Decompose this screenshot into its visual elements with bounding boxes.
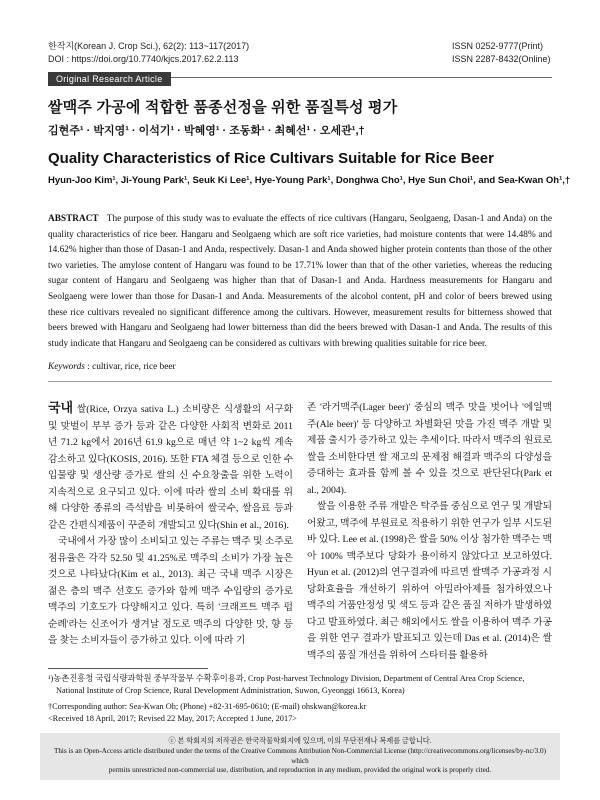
- left-paragraph-1-text: 쌀(Rice, Orzya sativa L.) 소비량은 식생활의 서구화 및 맞벌이 부부 증가 등과 같은 다양한 사회적 변화로 2011년 71.2 kg에서 2016년 61.9 kg으로 매년 약 1~2 kg씩 계속 감소하고 있다(KOSIS, 2016). 또한 FTA 체결 등으로 인한 수입물량 및 생산량 증가로 쌀의 신 수요창출을 위한 노력이 지속적으로 요구되고 있다. 이에 따라 쌀의 소비 확대를 위해 다양한 종류의 즉석밥을 비롯하여 쌀국수, 쌀음료 등과 같은 간편식제품이 꾸준히 개발되고 있다(Shin et al., 2016).: [48, 404, 293, 531]
- keywords-line: [48, 362, 176, 372]
- affiliation-korean: ¹)농촌진흥청 국립식량과학원 중부작물부 수확후이용과, Crop Post-harvest Technology Division, Department of Central Area Crop Science,: [48, 674, 525, 683]
- abstract-rule: [48, 381, 552, 382]
- body-left-column: [48, 400, 293, 650]
- affiliation-english: National Institute of Crop Science, Rural Development Administration, Suwon, Gyeonggi 16613, Korea): [56, 685, 405, 695]
- title-english: Quality Characteristics of Rice Cultivars Suitable for Rice Beer: [48, 150, 494, 167]
- license-line-2: permits unrestricted non-commercial use, distribution, and reproduction in any medium, provided the original work is properly cited.: [108, 766, 492, 775]
- right-paragraph-2: 쌀을 이용한 주류 개발은 탁주를 중심으로 연구 및 개발되어왔고, 맥주에 부원료로 적용하기 위한 연구가 일부 시도된 바 있다. Lee et al. (1998)은 쌀을 50% 이상 첨가한 맥주는 맥아 100% 맥주보다 당화가 용이하지 않았다고 보고하였다. Hyun et al. (2012)의 연구결과에 따르면 쌀맥주 가공과정 시 당화효율을 개선하기 위하여 아밀라아제를 첨가하였으나 맥주의 거품안정성 및 색도 등과 같은 품질 저하가 발생하였다고 발표하였다. 최근 해외에서도 쌀을 이용하여 맥주 가공을 위한 연구 결과가 발표되고 있는데 Das et al. (2014)은 쌀맥주의 품질 개선을 위하여 스타터를 활용하: [307, 501, 552, 661]
- journal-citation: 한작지(Korean J. Crop Sci.), 62(2): 113~117(2017): [48, 41, 250, 51]
- article-type-badge: Original Research Article: [48, 72, 171, 86]
- issn-online: ISSN 2287-8432(Online): [452, 54, 551, 64]
- corresponding-author: †Corresponding author: Sea-Kwan Oh; (Phone) +82-31-695-0610; (E-mail) ohskwan@korea.kr: [48, 702, 367, 712]
- body-right-column: [307, 400, 552, 664]
- license-footer: [40, 733, 560, 780]
- abstract-block: [48, 212, 552, 352]
- copyright-korean: ⓒ 본 학회지의 저작권은 한국작물학회지에 있으며, 이의 무단전재나 복제를 금합니다.: [168, 737, 432, 745]
- footnote-rule: [48, 668, 208, 669]
- received-dates: <Received 18 April, 2017; Revised 22 May, 2017; Accepted 1 June, 2017>: [48, 713, 297, 723]
- lead-word: 국내: [48, 400, 74, 415]
- left-paragraph-1: [48, 400, 293, 534]
- keywords-label: Keywords: [48, 362, 85, 372]
- doi-line[interactable]: DOI : https://doi.org/10.7740/kjcs.2017.62.2.113: [48, 54, 239, 64]
- authors-korean: 김현주¹ · 박지영¹ · 이석기¹ · 박혜영¹ · 조동화¹ · 최혜선¹ · 오세관¹,†: [48, 125, 365, 137]
- title-korean: 쌀맥주 가공에 적합한 품종선정을 위한 품질특성 평가: [48, 99, 398, 116]
- left-paragraph-2: 국내에서 가장 많이 소비되고 있는 주류는 맥주 및 소주로 점유율은 각각 52.50 및 41.25%로 맥주의 소비가 가장 높은 것으로 나타났다(Kim et al., 2013). 최근 국내 맥주 시장은 젊은 층의 맥주 선호도 증가와 함께 맥주 수입량의 증가로 맥주의 기호도가 다양해지고 있다. 특히 '크래프트 맥주 펍순례'라는 신조어가 생겨날 정도로 맥주의 다양한 맛, 향 등을 찾는 소비자들이 증가하고 있다. 이에 따라 기: [48, 536, 293, 646]
- footnotes-block: [48, 673, 552, 724]
- abstract-label: ABSTRACT: [48, 214, 99, 224]
- license-line-1: This is an Open-Access article distributed under the terms of the Creative Commons Attribution Non-Commercial License (http://creativecommons.org/licenses/by-nc/3.0) which: [53, 746, 547, 765]
- authors-english: Hyun-Joo Kim¹, Ji-Young Park¹, Seuk Ki Lee¹, Hye-Young Park¹, Donghwa Cho¹, Hye Sun Choi¹, and Sea-Kwan Oh¹,†: [48, 175, 571, 186]
- issn-print: ISSN 0252-9777(Print): [452, 41, 544, 51]
- right-paragraph-1: 존 '라거맥주(Lager beer)' 중심의 맥주 맛을 벗어나 '에일맥주(Ale beer)' 등 다양하고 차별화된 맛을 가진 맥주 개발 및 제품 출시가 증가하고 있는 추세이다. 따라서 맥주의 원료로 쌀을 소비한다면 쌀 재고의 문제점 해결과 맥주의 다양성을 증대하는 효과를 함께 볼 수 있을 것으로 판단된다(Park et al., 2004).: [307, 402, 552, 496]
- abstract-text: The purpose of this study was to evaluate the effects of rice cultivars (Hangaru, Seolgaeng, Dasan-1 and Anda) on the quality characteristics of rice beer. Hangaru and Seolgaeng which are soft rice varieties, had moisture contents that were 14.48% and 14.62% higher than those of Dasan-1 and Anda, respectively. Dasan-1 and Anda showed higher protein contents than those of the other two varieties. The amylose content of Hangaru was found to be 17.71% lower than that of the other varieties, whereas the reducing sugar content of Hangaru and Seolgaeng was higher than that of Dasan-1 and Anda. Hardness measurements for Hangaru and Seolgaeng were lower than those for Dasan-1 and Anda. Measurements of the alcohol content, pH and color of beers brewed using these rice cultivars revealed no significant difference among the cultivars. However, measurement results for bitterness showed that beers brewed with Hangaru and Seolgaeng had lower bitterness than did the beers brewed with Dasan-1 and Anda. The results of this study indicate that Hangaru and Seolgaeng can be considered as cultivars with brewing qualities suitable for rice beer.: [48, 214, 552, 349]
- keywords-text: : cultivar, rice, rice beer: [84, 362, 176, 372]
